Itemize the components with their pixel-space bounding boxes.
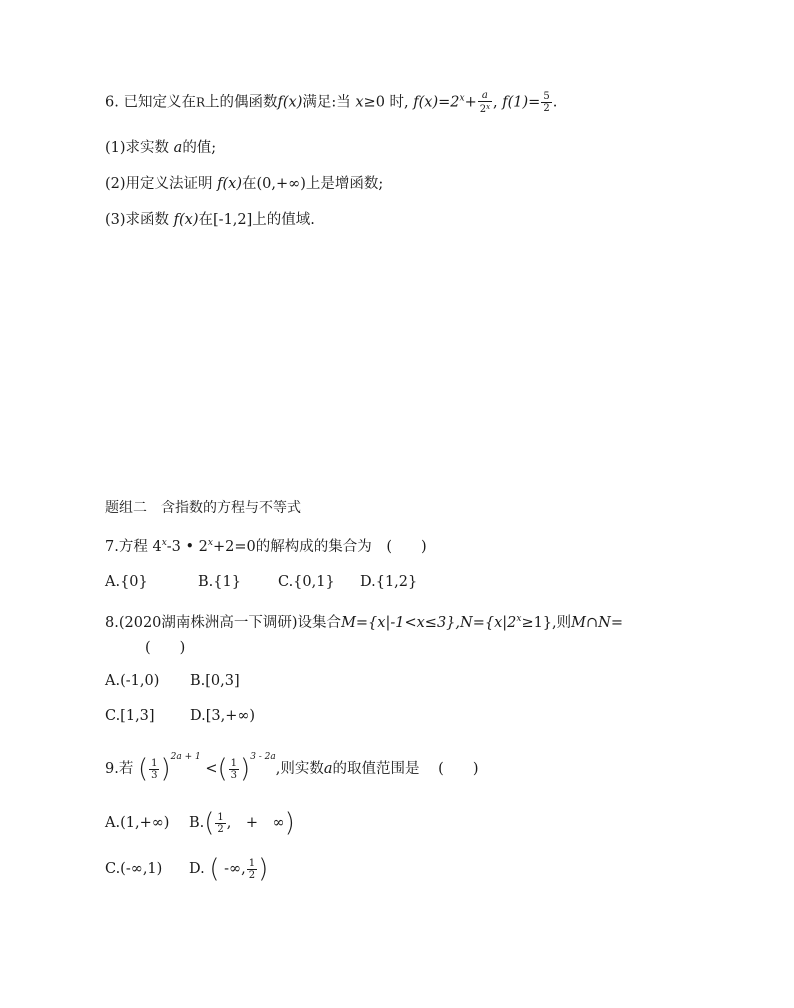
option-c: C.{0,1}: [278, 574, 335, 590]
question-8-blank: ( ): [145, 640, 186, 656]
text: 上的偶函数: [205, 94, 278, 111]
option-a: A.{0}: [105, 574, 148, 590]
exponent: x: [459, 93, 465, 104]
text: 已知定义在: [123, 94, 196, 111]
numerator: a: [478, 90, 492, 102]
text: .: [552, 94, 558, 111]
equation: f(x)=2: [413, 94, 460, 111]
option-a: A.(-1,0): [105, 673, 160, 689]
variable: x: [355, 94, 364, 111]
question-7-options: [105, 574, 417, 590]
answer-blank: ( ): [438, 761, 479, 777]
text: ,: [493, 94, 498, 111]
fraction: [541, 91, 551, 114]
numerator: 5: [543, 91, 550, 102]
question-number: 6.: [105, 94, 119, 111]
denominator: 2$^x$: [479, 103, 491, 115]
question-8-stem: 8.(2020湖南株洲高一下调研)设集合$M=\{x|-1<x\le 3\},N=\{x|2^x\ge 1\}$,则M∩N=: [105, 614, 623, 631]
question-6-part-3: (3)求函数 f(x)在[-1,2]上的值域.: [105, 212, 315, 228]
option-c: C.[1,3]: [105, 708, 155, 724]
denominator: 2: [543, 103, 550, 114]
text: 时,: [389, 94, 409, 111]
function-symbol: f(x): [277, 94, 303, 111]
question-6-part-1: (1)求实数 a的值;: [105, 140, 217, 156]
option-b: B.( $\frac{1}{2}$ , + ∞): [189, 808, 295, 838]
condition: ≥0: [363, 94, 385, 111]
question-6-part-2: (2)用定义法证明 f(x)在(0,+∞)上是增函数;: [105, 176, 384, 192]
question-7-stem: 7.方程 4$^x$-3 • $2^x+2=0$的解构成的集合为 ( ): [105, 538, 427, 555]
question-8-options-row2: [105, 708, 255, 724]
option-b: B.[0,3]: [190, 673, 240, 689]
question-6-stem: [105, 90, 557, 115]
question-9-options-row2: [105, 856, 268, 882]
operator: +: [464, 94, 477, 111]
equation: f(1)=: [502, 94, 541, 111]
question-9-options-row1: [105, 810, 295, 836]
question-9-stem: 9.若 ( $\frac{1}{3}$ )$^{2a + 1}$ <( $\frac{1}{3}$ )$^{3 - 2a}$,则实数a的取值范围是 ( ): [105, 752, 479, 784]
fraction: [478, 90, 492, 115]
question-8-options-row1: [105, 673, 240, 689]
text: 满足:当: [302, 94, 351, 111]
section-heading: 题组二 含指数的方程与不等式: [105, 500, 301, 516]
option-c: C.(-∞,1): [105, 861, 163, 877]
option-a: A.(1,+∞): [105, 815, 170, 831]
option-d: D.[3,+∞): [190, 708, 256, 724]
answer-blank: ( ): [386, 539, 427, 555]
option-d: D.{1,2}: [360, 574, 418, 590]
option-b: B.{1}: [198, 574, 241, 590]
set-symbol: R: [195, 95, 205, 110]
option-d: D. ( -∞, $\frac{1}{2}$ ): [189, 854, 269, 884]
